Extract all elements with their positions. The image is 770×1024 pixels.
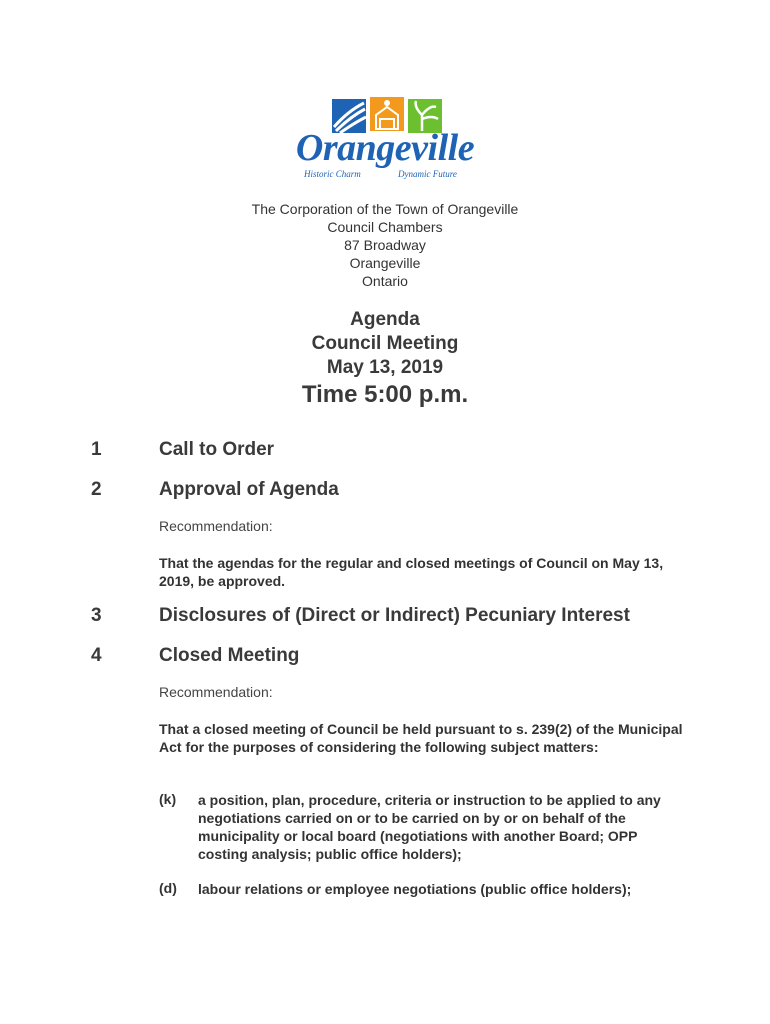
address-line: Ontario (362, 273, 408, 289)
town-logo (290, 95, 480, 183)
recommendation-label: Recommendation: (159, 518, 273, 534)
title-agenda: Agenda (350, 309, 420, 330)
logo-tagline-left: Historic Charm (304, 169, 361, 179)
address-line: 87 Broadway (344, 237, 426, 253)
item-heading: Call to Order (159, 439, 275, 460)
address-line: The Corporation of the Town of Orangeville (251, 201, 519, 217)
recommendation-label: Recommendation: (159, 684, 273, 700)
item-number: 4 (91, 645, 102, 666)
item-number: 1 (91, 439, 102, 460)
title-date: May 13, 2019 (326, 357, 444, 378)
title-meeting: Council Meeting (311, 333, 459, 354)
address-block (0, 200, 770, 290)
logo-wordmark: Orangeville (295, 127, 475, 169)
sub-item-label: (k) (159, 791, 177, 807)
item-heading: Approval of Agenda (159, 479, 339, 500)
address-line: Council Chambers (327, 219, 443, 235)
sub-item-label: (d) (159, 880, 177, 896)
logo-tagline-right: Dynamic Future (398, 169, 457, 179)
sub-item-text: a position, plan, procedure, criteria or instruction to be applied to any negotiations carried on or to be carried on by or on behalf of the municipality or local board (negotiations with another Board; OPP costing analysis; public office holders); (198, 792, 661, 862)
agenda-title (0, 308, 770, 410)
title-time: Time 5:00 p.m. (301, 381, 469, 408)
recommendation-text: That a closed meeting of Council be held pursuant to s. 239(2) of the Municipal Act for the purposes of considering the following subject matters: (159, 721, 683, 755)
recommendation-text: That the agendas for the regular and closed meetings of Council on May 13, 2019, be approved. (159, 555, 664, 589)
item-heading: Disclosures of (Direct or Indirect) Pecuniary Interest (159, 605, 630, 626)
address-line: Orangeville (349, 255, 421, 271)
item-heading: Closed Meeting (159, 645, 300, 666)
item-number: 3 (91, 605, 102, 626)
sub-item-text: labour relations or employee negotiations (public office holders); (198, 881, 632, 897)
item-number: 2 (91, 479, 102, 500)
logo-tagline (290, 169, 480, 181)
